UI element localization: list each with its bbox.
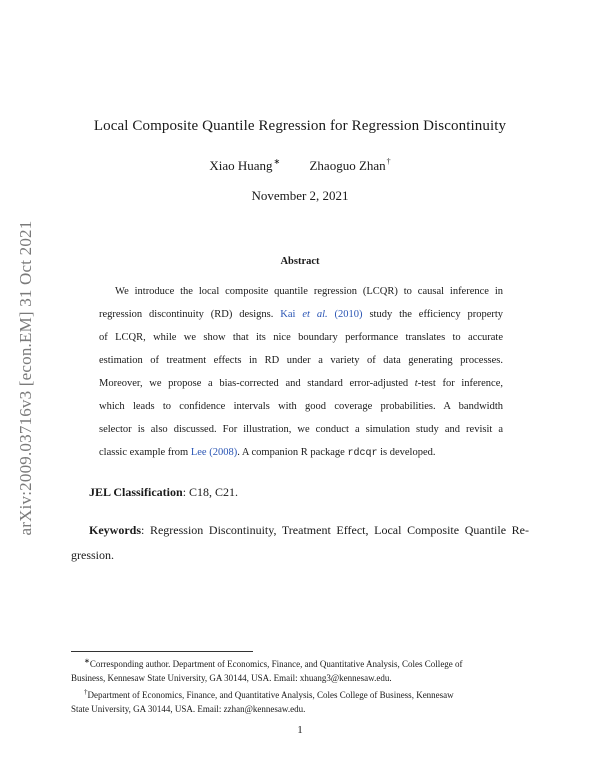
abstract-line: selector is also discussed. For illustration, we conduct a simulation study and revisit a — [99, 424, 503, 435]
author-2-footnote-mark[interactable]: † — [386, 157, 391, 166]
author-1-name: Xiao Huang — [209, 158, 273, 173]
citation-author[interactable]: Lee — [190, 447, 207, 458]
footnote-2-line: State University, GA 30144, USA. Email: zzhan@kennesaw.edu. — [71, 704, 306, 714]
footnote-2-mark: † — [84, 688, 88, 696]
keywords-label: Keywords — [89, 523, 141, 537]
keywords — [71, 518, 529, 568]
arxiv-identifier-stamp: arXiv:2009.03716v3 [econ.EM] 31 Oct 2021 — [16, 220, 35, 536]
jel-value: : C18, C21. — [182, 485, 239, 499]
citation-year[interactable]: (2010) — [334, 309, 363, 320]
citation-lee-link[interactable] — [191, 447, 237, 458]
author-list — [0, 157, 600, 174]
citation-year[interactable]: (2008) — [209, 447, 238, 458]
citation-author[interactable]: Kai — [280, 309, 296, 320]
footnote-divider — [71, 651, 253, 652]
abstract-line: estimation of treatment effects in RD under a variety of data generating processes. — [99, 355, 503, 366]
abstract-line — [99, 372, 503, 395]
abstract-line: We introduce the local composite quantile regression (LCQR) to causal inference in — [115, 286, 503, 297]
footnote-1-mark: ∗ — [84, 657, 90, 665]
abstract-line — [99, 303, 503, 326]
footnote-1-line — [71, 654, 531, 671]
citation-etal[interactable]: et al. — [302, 309, 328, 320]
abstract-line: which leads to confidence intervals with good coverage probabilities. A bandwidth — [99, 401, 503, 412]
abstract-text: . A companion R package — [237, 447, 345, 458]
page-number: 1 — [297, 724, 303, 736]
abstract-text: is developed. — [380, 447, 436, 458]
footnotes — [71, 654, 531, 716]
abstract-text: -test for inference, — [417, 378, 504, 389]
abstract-text: Moreover, we propose a bias-corrected and standard error-adjusted — [99, 378, 409, 389]
author-2-name: Zhaoguo Zhan — [309, 158, 386, 173]
abstract-heading: Abstract — [280, 256, 320, 267]
paper-title: Local Composite Quantile Regression for Regression Discontinuity — [93, 118, 507, 134]
author-1 — [209, 157, 280, 174]
jel-classification — [89, 485, 238, 500]
footnote-1-text: Corresponding author. Department of Economics, Finance, and Quantitative Analysis, Coles College of — [89, 659, 463, 669]
abstract-line: of LCQR, while we show that its nice boundary performance translates to accurate — [99, 332, 503, 343]
keywords-value: : Regression Discontinuity, Treatment Effect, Local Composite Quantile Re- — [141, 523, 529, 537]
publication-date: November 2, 2021 — [251, 188, 349, 203]
abstract-body — [99, 280, 503, 465]
footnote-2-line — [71, 685, 531, 702]
t-test-symbol: t — [414, 378, 418, 389]
abstract-text: study the efficiency property — [369, 309, 504, 320]
package-name: rdcqr — [347, 448, 378, 459]
abstract-text: classic example from — [99, 447, 189, 458]
keywords-line — [71, 518, 529, 543]
citation-kai-link[interactable] — [280, 309, 362, 320]
footnote-1-line: Business, Kennesaw State University, GA 30144, USA. Email: xhuang3@kennesaw.edu. — [71, 673, 392, 683]
author-2 — [309, 157, 390, 174]
footnote-2-text: Department of Economics, Finance, and Quantitative Analysis, Coles College of Business, Kennesaw — [87, 690, 454, 700]
keywords-line: gression. — [71, 548, 114, 562]
abstract-line — [99, 441, 503, 465]
abstract-text: regression discontinuity (RD) designs. — [99, 309, 274, 320]
jel-label: JEL Classification — [89, 485, 183, 499]
author-1-footnote-mark[interactable]: ∗ — [273, 157, 281, 166]
